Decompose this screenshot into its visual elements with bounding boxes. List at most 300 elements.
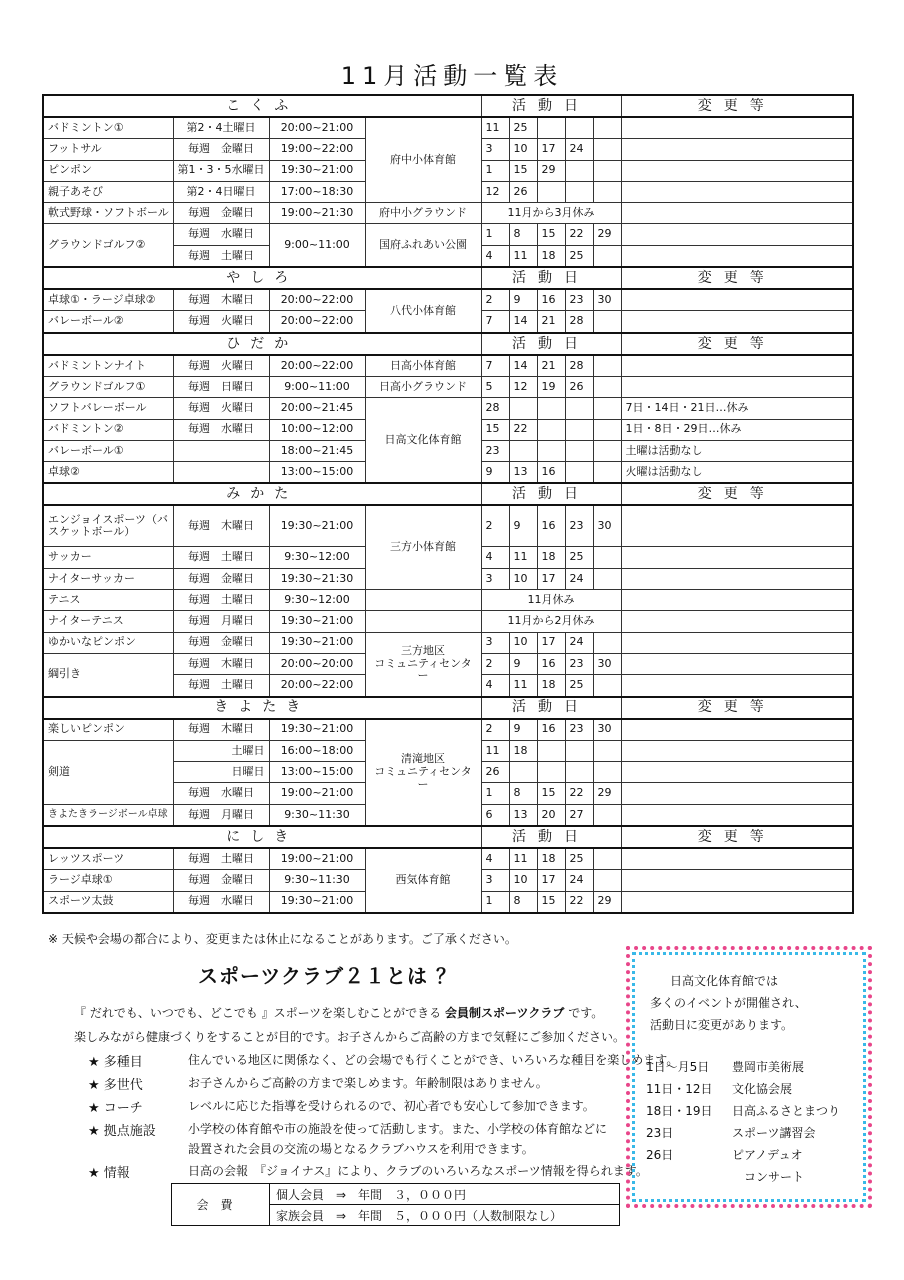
section-header-kokufu (43, 95, 853, 117)
date-cell: 22 (565, 224, 593, 245)
date-cell (537, 419, 565, 440)
feature-label: ★ 多種目 (88, 1055, 143, 1070)
activity-days-header: 活動日 (481, 333, 621, 355)
family-fee: 家族会員 ⇒ 年間 ５，０００円（人数制限なし） (270, 1205, 620, 1226)
change-note (621, 675, 853, 697)
date-cell (537, 398, 565, 419)
activity-days-header: 活動日 (481, 267, 621, 289)
activity-name: バレーボール① (43, 440, 173, 461)
frequency: 毎週 水曜日 (173, 224, 269, 245)
activity-days-header: 活動日 (481, 483, 621, 505)
changes-header: 変更等 (621, 826, 853, 848)
date-cell: 1 (481, 160, 509, 181)
date-cell: 27 (565, 804, 593, 826)
venue (365, 611, 481, 632)
date-cell (565, 440, 593, 461)
table-row (43, 203, 853, 224)
change-note (621, 804, 853, 826)
date-cell (565, 419, 593, 440)
time: 19:30~21:30 (269, 568, 365, 589)
date-cell: 15 (537, 783, 565, 804)
date-cell: 18 (537, 547, 565, 568)
date-cell: 24 (565, 870, 593, 891)
activity-name: 綱引き (43, 653, 173, 696)
date-cell: 18 (537, 848, 565, 870)
section-header-nishiki (43, 826, 853, 848)
date-cell: 3 (481, 632, 509, 653)
date-cell: 30 (593, 505, 621, 547)
date-cell (593, 160, 621, 181)
event-date: 11日・12日 (646, 1082, 713, 1096)
frequency: 第2・4土曜日 (173, 117, 269, 139)
change-note (621, 203, 853, 224)
activity-name: 剣道 (43, 740, 173, 804)
date-cell (593, 419, 621, 440)
event-name: コンサート (732, 1170, 805, 1184)
date-cell: 3 (481, 568, 509, 589)
venue (365, 590, 481, 611)
time: 19:00~22:00 (269, 139, 365, 160)
date-cell: 22 (509, 419, 537, 440)
time: 20:00~22:00 (269, 355, 365, 377)
date-cell: 25 (509, 117, 537, 139)
date-cell: 21 (537, 311, 565, 333)
change-note (621, 289, 853, 311)
section-name: ひだか (43, 333, 481, 355)
date-cell (565, 160, 593, 181)
frequency: 毎週 土曜日 (173, 590, 269, 611)
time: 19:30~21:00 (269, 505, 365, 547)
change-note (621, 870, 853, 891)
time: 19:30~21:00 (269, 719, 365, 741)
frequency: 毎週 水曜日 (173, 419, 269, 440)
date-cell: 15 (537, 891, 565, 913)
date-cell (593, 117, 621, 139)
date-cell: 19 (537, 376, 565, 397)
date-cell: 11 (509, 547, 537, 568)
event-name: 豊岡市美術展 (732, 1060, 805, 1074)
date-cell: 16 (537, 289, 565, 311)
time: 19:00~21:00 (269, 848, 365, 870)
change-note (621, 117, 853, 139)
activity-name: スポーツ太鼓 (43, 891, 173, 913)
events-intro-line: 日高文化体育館では (670, 974, 779, 988)
venue: 清滝地区 コミュニティセンター (365, 719, 481, 826)
table-row (43, 224, 853, 245)
venue: 日高小グラウンド (365, 376, 481, 397)
date-cell: 20 (537, 804, 565, 826)
frequency: 毎週 日曜日 (173, 376, 269, 397)
section-header-hidaka (43, 333, 853, 355)
date-cell: 2 (481, 289, 509, 311)
date-cell: 11 (481, 740, 509, 761)
about-title: スポーツクラブ２１とは ？ (198, 964, 457, 988)
activity-name: ラージ卓球① (43, 870, 173, 891)
date-cell: 30 (593, 719, 621, 741)
date-cell: 28 (565, 355, 593, 377)
venue: 府中小体育館 (365, 117, 481, 203)
frequency: 毎週 水曜日 (173, 783, 269, 804)
date-cell: 23 (481, 440, 509, 461)
feature-label: ★ 情報 (88, 1166, 130, 1181)
venue: 三方地区 コミュニティセンター (365, 632, 481, 696)
date-cell (509, 440, 537, 461)
table-row (172, 1184, 620, 1205)
frequency: 毎週 土曜日 (173, 848, 269, 870)
activity-name: サッカー (43, 547, 173, 568)
date-cell (593, 440, 621, 461)
section-header-mikata (43, 483, 853, 505)
date-cell: 26 (509, 181, 537, 202)
date-cell (537, 440, 565, 461)
changes-header: 変更等 (621, 267, 853, 289)
change-note (621, 762, 853, 783)
date-cell (593, 311, 621, 333)
date-cell: 9 (509, 289, 537, 311)
feature-text: レベルに応じた指導を受けられるので、初心者でも安心して参加できます。 (188, 1099, 595, 1113)
frequency: 土曜日 (173, 740, 269, 761)
table-row (43, 376, 853, 397)
date-cell (593, 547, 621, 568)
time: 20:00~20:00 (269, 653, 365, 674)
section-name: こくふ (43, 95, 481, 117)
date-cell (593, 568, 621, 589)
frequency: 毎週 土曜日 (173, 245, 269, 267)
date-cell: 17 (537, 568, 565, 589)
date-cell (593, 245, 621, 267)
date-cell (593, 870, 621, 891)
date-cell: 30 (593, 653, 621, 674)
date-cell (537, 762, 565, 783)
date-cell (537, 117, 565, 139)
event-date: 23日 (646, 1126, 674, 1140)
time: 19:30~21:00 (269, 611, 365, 632)
date-cell (593, 376, 621, 397)
frequency: 毎週 土曜日 (173, 675, 269, 697)
time: 16:00~18:00 (269, 740, 365, 761)
date-cell (593, 462, 621, 484)
date-cell: 2 (481, 505, 509, 547)
activity-name: 親子あそび (43, 181, 173, 202)
event-date: 1日～月5日 (646, 1060, 710, 1074)
event-name: スポーツ講習会 (732, 1126, 816, 1140)
activity-days-header: 活動日 (481, 826, 621, 848)
event-name: 文化協会展 (732, 1082, 793, 1096)
date-cell: 10 (509, 568, 537, 589)
venue: 国府ふれあい公園 (365, 224, 481, 267)
time: 9:30~11:30 (269, 870, 365, 891)
frequency (173, 440, 269, 461)
feature-text: 小学校の体育館や市の施設を使って活動します。また、小学校の体育館などに (188, 1122, 608, 1136)
change-note (621, 311, 853, 333)
frequency: 毎週 木曜日 (173, 653, 269, 674)
date-cell: 28 (481, 398, 509, 419)
date-cell: 10 (509, 870, 537, 891)
changes-header: 変更等 (621, 95, 853, 117)
date-cell (593, 355, 621, 377)
date-cell: 16 (537, 653, 565, 674)
intro-line-1 (74, 1004, 603, 1021)
activity-name: フットサル (43, 139, 173, 160)
date-cell: 11 (509, 245, 537, 267)
venue: 府中小グラウンド (365, 203, 481, 224)
venue: 日高小体育館 (365, 355, 481, 377)
date-cell (537, 181, 565, 202)
individual-fee: 個人会員 ⇒ 年間 ３，０００円 (270, 1184, 620, 1205)
date-cell: 9 (509, 719, 537, 741)
date-cell (565, 462, 593, 484)
date-cell (593, 398, 621, 419)
date-cell: 29 (593, 891, 621, 913)
status-span: 11月から2月休み (481, 611, 621, 632)
frequency: 第1・3・5水曜日 (173, 160, 269, 181)
activity-name: レッツスポーツ (43, 848, 173, 870)
date-cell: 15 (481, 419, 509, 440)
activity-name: 卓球② (43, 462, 173, 484)
change-note (621, 653, 853, 674)
date-cell: 8 (509, 224, 537, 245)
frequency: 毎週 木曜日 (173, 505, 269, 547)
frequency: 毎週 火曜日 (173, 311, 269, 333)
date-cell: 13 (509, 804, 537, 826)
date-cell: 24 (565, 632, 593, 653)
feature-label: ★ 拠点施設 (88, 1124, 156, 1139)
change-note (621, 160, 853, 181)
time: 9:30~12:00 (269, 590, 365, 611)
change-note (621, 376, 853, 397)
date-cell: 17 (537, 632, 565, 653)
frequency: 第2・4日曜日 (173, 181, 269, 202)
date-cell (565, 398, 593, 419)
activity-name: ナイターテニス (43, 611, 173, 632)
date-cell: 10 (509, 632, 537, 653)
change-note: 土曜は活動なし (621, 440, 853, 461)
intro-line-2: 楽しみながら健康づくりをすることが目的です。お子さんからご高齢の方まで気軽にご参加ください。 (74, 1030, 626, 1044)
change-note: 7日・14日・21日…休み (621, 398, 853, 419)
change-note (621, 547, 853, 568)
time: 20:00~22:00 (269, 675, 365, 697)
change-note (621, 224, 853, 245)
time: 19:30~21:00 (269, 632, 365, 653)
time: 9:00~11:00 (269, 376, 365, 397)
change-note (621, 740, 853, 761)
membership-fee-table (171, 1183, 620, 1226)
activity-days-header: 活動日 (481, 95, 621, 117)
venue: 西気体育館 (365, 848, 481, 913)
date-cell (593, 848, 621, 870)
feature-label: ★ 多世代 (88, 1078, 143, 1093)
venue: 三方小体育館 (365, 505, 481, 589)
change-note: 1日・8日・29日…休み (621, 419, 853, 440)
date-cell: 21 (537, 355, 565, 377)
date-cell: 11 (509, 675, 537, 697)
date-cell: 3 (481, 139, 509, 160)
changes-header: 変更等 (621, 483, 853, 505)
frequency: 毎週 土曜日 (173, 547, 269, 568)
changes-header: 変更等 (621, 333, 853, 355)
event-name: 日高ふるさとまつり (732, 1104, 841, 1118)
date-cell: 16 (537, 719, 565, 741)
change-note (621, 719, 853, 741)
time: 9:30~11:30 (269, 804, 365, 826)
time: 20:00~21:00 (269, 117, 365, 139)
time: 13:00~15:00 (269, 762, 365, 783)
section-name: やしろ (43, 267, 481, 289)
date-cell (593, 139, 621, 160)
change-note (621, 568, 853, 589)
change-note (621, 590, 853, 611)
date-cell (593, 740, 621, 761)
status-span: 11月休み (481, 590, 621, 611)
change-note (621, 891, 853, 913)
date-cell: 4 (481, 547, 509, 568)
intro-text: です。 (568, 1006, 604, 1020)
date-cell: 7 (481, 311, 509, 333)
activity-name: ゆかいなピンポン (43, 632, 173, 653)
activity-name: バドミントンナイト (43, 355, 173, 377)
date-cell: 6 (481, 804, 509, 826)
time: 19:30~21:00 (269, 891, 365, 913)
frequency: 日曜日 (173, 762, 269, 783)
date-cell (565, 762, 593, 783)
date-cell: 4 (481, 675, 509, 697)
activity-name: 卓球①・ラージ卓球② (43, 289, 173, 311)
frequency: 毎週 金曜日 (173, 632, 269, 653)
venue: 日高文化体育館 (365, 398, 481, 484)
date-cell: 28 (565, 311, 593, 333)
date-cell: 11 (509, 848, 537, 870)
table-row (43, 632, 853, 653)
table-row (43, 611, 853, 632)
activity-name: グラウンドゴルフ① (43, 376, 173, 397)
time: 20:00~22:00 (269, 311, 365, 333)
time: 9:00~11:00 (269, 224, 365, 267)
date-cell (593, 804, 621, 826)
date-cell: 12 (509, 376, 537, 397)
frequency: 毎週 金曜日 (173, 870, 269, 891)
date-cell: 26 (565, 376, 593, 397)
date-cell: 25 (565, 675, 593, 697)
activity-name: バドミントン① (43, 117, 173, 139)
date-cell: 17 (537, 870, 565, 891)
changes-header: 変更等 (621, 697, 853, 719)
frequency: 毎週 木曜日 (173, 289, 269, 311)
section-name: みかた (43, 483, 481, 505)
time: 17:00~18:30 (269, 181, 365, 202)
venue: 八代小体育館 (365, 289, 481, 333)
date-cell: 4 (481, 848, 509, 870)
date-cell: 22 (565, 891, 593, 913)
time: 20:00~21:45 (269, 398, 365, 419)
schedule-body (43, 95, 853, 913)
date-cell: 30 (593, 289, 621, 311)
change-note (621, 181, 853, 202)
date-cell: 16 (537, 462, 565, 484)
activity-name: ピンポン (43, 160, 173, 181)
time: 18:00~21:45 (269, 440, 365, 461)
change-note (621, 139, 853, 160)
section-name: きよたき (43, 697, 481, 719)
activity-name: テニス (43, 590, 173, 611)
date-cell: 5 (481, 376, 509, 397)
status-span: 11月から3月休み (481, 203, 621, 224)
date-cell (593, 181, 621, 202)
time: 13:00~15:00 (269, 462, 365, 484)
intro-text: 『 だれでも、いつでも、どこでも 』スポーツを楽しむことができる (74, 1006, 442, 1020)
date-cell: 2 (481, 719, 509, 741)
frequency: 毎週 月曜日 (173, 611, 269, 632)
section-header-yashiro (43, 267, 853, 289)
date-cell: 23 (565, 289, 593, 311)
date-cell: 8 (509, 891, 537, 913)
date-cell: 14 (509, 355, 537, 377)
activity-name: 楽しいピンポン (43, 719, 173, 741)
activity-name: バドミントン② (43, 419, 173, 440)
frequency: 毎週 火曜日 (173, 355, 269, 377)
frequency: 毎週 月曜日 (173, 804, 269, 826)
date-cell: 23 (565, 653, 593, 674)
activity-name: エンジョイスポーツ（バスケットボール） (43, 505, 173, 547)
date-cell (537, 740, 565, 761)
activity-schedule-table (42, 94, 854, 914)
date-cell: 13 (509, 462, 537, 484)
time: 19:00~21:30 (269, 203, 365, 224)
change-note (621, 611, 853, 632)
date-cell (565, 117, 593, 139)
date-cell: 18 (537, 675, 565, 697)
activity-name: きよたきラージボール卓球 (43, 804, 173, 826)
change-note (621, 632, 853, 653)
date-cell: 24 (565, 139, 593, 160)
date-cell (565, 740, 593, 761)
events-intro-line: 多くのイベントが開催され、 (650, 996, 807, 1010)
date-cell: 22 (565, 783, 593, 804)
date-cell: 29 (593, 783, 621, 804)
time: 20:00~22:00 (269, 289, 365, 311)
frequency: 毎週 金曜日 (173, 139, 269, 160)
date-cell: 15 (537, 224, 565, 245)
date-cell (593, 762, 621, 783)
date-cell (565, 181, 593, 202)
feature-text: お子さんからご高齢の方まで楽しめます。年齢制限はありません。 (188, 1076, 548, 1090)
date-cell: 15 (509, 160, 537, 181)
intro-highlight: 会員制スポーツクラブ (444, 1006, 565, 1020)
activity-name: 軟式野球・ソフトボール (43, 203, 173, 224)
time: 19:00~21:00 (269, 783, 365, 804)
date-cell: 26 (481, 762, 509, 783)
date-cell: 25 (565, 245, 593, 267)
activity-days-header: 活動日 (481, 697, 621, 719)
section-name: にしき (43, 826, 481, 848)
date-cell: 7 (481, 355, 509, 377)
change-note (621, 848, 853, 870)
activity-name: バレーボール② (43, 311, 173, 333)
table-row (43, 117, 853, 139)
table-row (43, 398, 853, 419)
change-note (621, 783, 853, 804)
event-date: 18日・19日 (646, 1104, 713, 1118)
date-cell (593, 675, 621, 697)
page-title: 11月活動一覧表 (340, 62, 564, 90)
date-cell: 14 (509, 311, 537, 333)
events-box (626, 946, 872, 1208)
date-cell: 23 (565, 719, 593, 741)
date-cell: 9 (481, 462, 509, 484)
weather-notice: ※ 天候や会場の都合により、変更または休止になることがあります。ご了承ください。 (48, 932, 517, 946)
change-note (621, 505, 853, 547)
date-cell: 3 (481, 870, 509, 891)
date-cell: 10 (509, 139, 537, 160)
